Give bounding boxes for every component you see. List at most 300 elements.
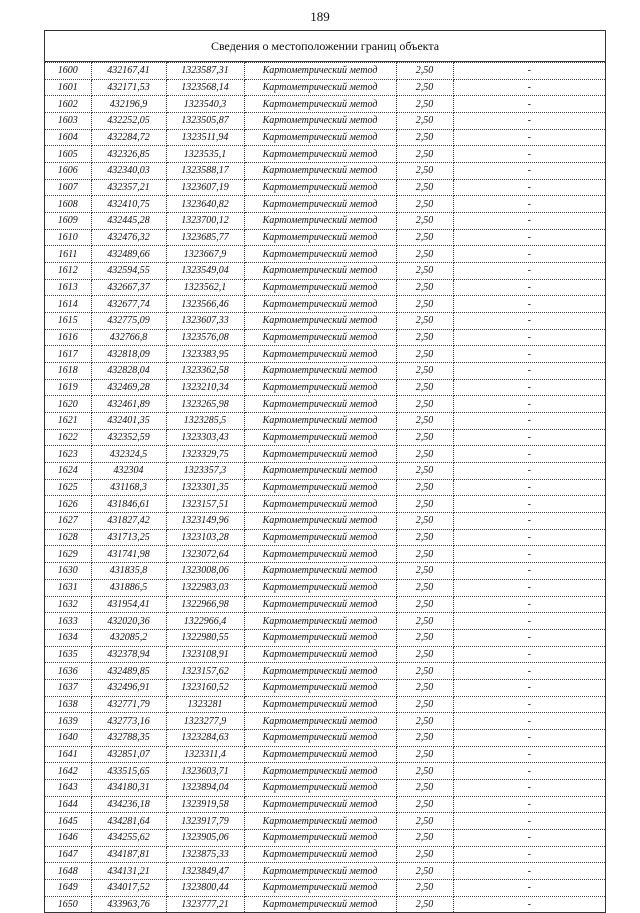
x-coordinate-cell: 433963,76 [91,896,166,912]
method-cell: Картометрический метод [244,179,396,196]
point-number-cell: 1620 [45,396,91,413]
point-number-cell: 1602 [45,96,91,113]
x-coordinate-cell: 432788,35 [91,729,166,746]
table-row [45,463,605,480]
y-coordinate-cell: 1323603,71 [166,763,244,780]
table-row [45,263,605,280]
y-coordinate-cell: 1323905,06 [166,829,244,846]
table-row [45,829,605,846]
method-cell: Картометрический метод [244,296,396,313]
accuracy-cell: 2,50 [396,429,453,446]
point-number-cell: 1640 [45,729,91,746]
point-number-cell: 1612 [45,263,91,280]
point-number-cell: 1627 [45,513,91,530]
method-cell: Картометрический метод [244,279,396,296]
x-coordinate-cell: 434131,21 [91,863,166,880]
point-number-cell: 1635 [45,646,91,663]
table-row [45,213,605,230]
table-row [45,246,605,263]
x-coordinate-cell: 432167,41 [91,63,166,80]
description-cell: - [453,496,605,513]
description-cell: - [453,413,605,430]
method-cell: Картометрический метод [244,163,396,180]
table-row [45,196,605,213]
method-cell: Картометрический метод [244,646,396,663]
x-coordinate-cell: 432594,55 [91,263,166,280]
description-cell: - [453,596,605,613]
accuracy-cell: 2,50 [396,463,453,480]
point-number-cell: 1648 [45,863,91,880]
accuracy-cell: 2,50 [396,896,453,912]
point-number-cell: 1633 [45,613,91,630]
x-coordinate-cell: 432828,04 [91,363,166,380]
table-row [45,713,605,730]
method-cell: Картометрический метод [244,96,396,113]
point-number-cell: 1626 [45,496,91,513]
table-row [45,229,605,246]
table-row [45,96,605,113]
y-coordinate-cell: 1323284,63 [166,729,244,746]
description-cell: - [453,79,605,96]
table-row [45,513,605,530]
table-row [45,746,605,763]
x-coordinate-cell: 432340,03 [91,163,166,180]
x-coordinate-cell: 432085,2 [91,629,166,646]
y-coordinate-cell: 1323919,58 [166,796,244,813]
point-number-cell: 1637 [45,679,91,696]
table-row [45,579,605,596]
y-coordinate-cell: 1323549,04 [166,263,244,280]
description-cell: - [453,563,605,580]
y-coordinate-cell: 1323849,47 [166,863,244,880]
x-coordinate-cell: 432771,79 [91,696,166,713]
x-coordinate-cell: 431886,5 [91,579,166,596]
table-row [45,863,605,880]
table-row [45,346,605,363]
accuracy-cell: 2,50 [396,496,453,513]
accuracy-cell: 2,50 [396,296,453,313]
method-cell: Картометрический метод [244,496,396,513]
description-cell: - [453,363,605,380]
table-row [45,596,605,613]
y-coordinate-cell: 1323008,06 [166,563,244,580]
y-coordinate-cell: 1323357,3 [166,463,244,480]
y-coordinate-cell: 1323329,75 [166,446,244,463]
method-cell: Картометрический метод [244,863,396,880]
point-number-cell: 1634 [45,629,91,646]
description-cell: - [453,279,605,296]
method-cell: Картометрический метод [244,146,396,163]
point-number-cell: 1643 [45,779,91,796]
table-row [45,146,605,163]
method-cell: Картометрический метод [244,129,396,146]
description-cell: - [453,329,605,346]
point-number-cell: 1622 [45,429,91,446]
point-number-cell: 1641 [45,746,91,763]
x-coordinate-cell: 432818,09 [91,346,166,363]
description-cell: - [453,796,605,813]
point-number-cell: 1649 [45,879,91,896]
point-number-cell: 1615 [45,313,91,330]
description-cell: - [453,196,605,213]
point-number-cell: 1604 [45,129,91,146]
y-coordinate-cell: 1323540,3 [166,96,244,113]
accuracy-cell: 2,50 [396,229,453,246]
table-row [45,646,605,663]
accuracy-cell: 2,50 [396,479,453,496]
description-cell: - [453,396,605,413]
y-coordinate-cell: 1323700,12 [166,213,244,230]
accuracy-cell: 2,50 [396,396,453,413]
method-cell: Картометрический метод [244,346,396,363]
x-coordinate-cell: 434017,52 [91,879,166,896]
accuracy-cell: 2,50 [396,129,453,146]
method-cell: Картометрический метод [244,596,396,613]
accuracy-cell: 2,50 [396,596,453,613]
accuracy-cell: 2,50 [396,679,453,696]
table-row [45,363,605,380]
description-cell: - [453,829,605,846]
accuracy-cell: 2,50 [396,196,453,213]
description-cell: - [453,379,605,396]
method-cell: Картометрический метод [244,763,396,780]
x-coordinate-cell: 434187,81 [91,846,166,863]
y-coordinate-cell: 1323505,87 [166,113,244,130]
accuracy-cell: 2,50 [396,613,453,630]
point-number-cell: 1609 [45,213,91,230]
accuracy-cell: 2,50 [396,663,453,680]
accuracy-cell: 2,50 [396,329,453,346]
point-number-cell: 1601 [45,79,91,96]
table-row [45,296,605,313]
description-cell: - [453,646,605,663]
x-coordinate-cell: 432496,91 [91,679,166,696]
description-cell: - [453,613,605,630]
x-coordinate-cell: 432378,94 [91,646,166,663]
y-coordinate-cell: 1323566,46 [166,296,244,313]
point-number-cell: 1623 [45,446,91,463]
accuracy-cell: 2,50 [396,263,453,280]
x-coordinate-cell: 432324,5 [91,446,166,463]
method-cell: Картометрический метод [244,629,396,646]
table-row [45,813,605,830]
method-cell: Картометрический метод [244,679,396,696]
description-cell: - [453,263,605,280]
table-row [45,413,605,430]
description-cell: - [453,229,605,246]
method-cell: Картометрический метод [244,663,396,680]
x-coordinate-cell: 432489,85 [91,663,166,680]
x-coordinate-cell: 432775,09 [91,313,166,330]
point-number-cell: 1629 [45,546,91,563]
point-number-cell: 1611 [45,246,91,263]
accuracy-cell: 2,50 [396,279,453,296]
point-number-cell: 1631 [45,579,91,596]
accuracy-cell: 2,50 [396,246,453,263]
y-coordinate-cell: 1323568,14 [166,79,244,96]
table-row [45,613,605,630]
point-number-cell: 1644 [45,796,91,813]
point-number-cell: 1606 [45,163,91,180]
y-coordinate-cell: 1323160,52 [166,679,244,696]
table-row [45,429,605,446]
x-coordinate-cell: 434180,31 [91,779,166,796]
y-coordinate-cell: 1323511,94 [166,129,244,146]
table-row [45,796,605,813]
y-coordinate-cell: 1323285,5 [166,413,244,430]
x-coordinate-cell: 431835,8 [91,563,166,580]
table-row [45,763,605,780]
x-coordinate-cell: 432851,07 [91,746,166,763]
table-row [45,696,605,713]
point-number-cell: 1616 [45,329,91,346]
x-coordinate-cell: 432766,8 [91,329,166,346]
description-cell: - [453,863,605,880]
description-cell: - [453,213,605,230]
method-cell: Картометрический метод [244,413,396,430]
y-coordinate-cell: 1322980,55 [166,629,244,646]
point-number-cell: 1605 [45,146,91,163]
accuracy-cell: 2,50 [396,179,453,196]
point-number-cell: 1639 [45,713,91,730]
accuracy-cell: 2,50 [396,646,453,663]
point-number-cell: 1646 [45,829,91,846]
method-cell: Картометрический метод [244,63,396,80]
y-coordinate-cell: 1323894,04 [166,779,244,796]
table-row [45,629,605,646]
accuracy-cell: 2,50 [396,746,453,763]
y-coordinate-cell: 1323362,58 [166,363,244,380]
x-coordinate-cell: 432357,21 [91,179,166,196]
accuracy-cell: 2,50 [396,579,453,596]
table-row [45,313,605,330]
accuracy-cell: 2,50 [396,146,453,163]
method-cell: Картометрический метод [244,813,396,830]
point-number-cell: 1632 [45,596,91,613]
table-row [45,79,605,96]
description-cell: - [453,296,605,313]
method-cell: Картометрический метод [244,613,396,630]
x-coordinate-cell: 432196,9 [91,96,166,113]
table-row [45,129,605,146]
x-coordinate-cell: 432401,35 [91,413,166,430]
point-number-cell: 1607 [45,179,91,196]
description-cell: - [453,479,605,496]
accuracy-cell: 2,50 [396,63,453,80]
accuracy-cell: 2,50 [396,446,453,463]
method-cell: Картометрический метод [244,579,396,596]
accuracy-cell: 2,50 [396,213,453,230]
x-coordinate-cell: 432171,53 [91,79,166,96]
accuracy-cell: 2,50 [396,346,453,363]
x-coordinate-cell: 432489,66 [91,246,166,263]
x-coordinate-cell: 431954,41 [91,596,166,613]
description-cell: - [453,679,605,696]
method-cell: Картометрический метод [244,846,396,863]
coordinates-table [45,62,605,912]
method-cell: Картометрический метод [244,313,396,330]
x-coordinate-cell: 431846,61 [91,496,166,513]
accuracy-cell: 2,50 [396,846,453,863]
accuracy-cell: 2,50 [396,363,453,380]
y-coordinate-cell: 1323103,28 [166,529,244,546]
method-cell: Картометрический метод [244,796,396,813]
table-row [45,163,605,180]
description-cell: - [453,429,605,446]
method-cell: Картометрический метод [244,829,396,846]
y-coordinate-cell: 1322966,4 [166,613,244,630]
y-coordinate-cell: 1323917,79 [166,813,244,830]
accuracy-cell: 2,50 [396,163,453,180]
description-cell: - [453,696,605,713]
accuracy-cell: 2,50 [396,513,453,530]
point-number-cell: 1614 [45,296,91,313]
description-cell: - [453,579,605,596]
y-coordinate-cell: 1323157,51 [166,496,244,513]
y-coordinate-cell: 1323535,1 [166,146,244,163]
description-cell: - [453,846,605,863]
table-row [45,496,605,513]
y-coordinate-cell: 1323281 [166,696,244,713]
method-cell: Картометрический метод [244,513,396,530]
description-cell: - [453,463,605,480]
accuracy-cell: 2,50 [396,96,453,113]
method-cell: Картометрический метод [244,113,396,130]
method-cell: Картометрический метод [244,429,396,446]
point-number-cell: 1636 [45,663,91,680]
y-coordinate-cell: 1323072,64 [166,546,244,563]
x-coordinate-cell: 432667,37 [91,279,166,296]
method-cell: Картометрический метод [244,363,396,380]
table-row [45,529,605,546]
accuracy-cell: 2,50 [396,779,453,796]
x-coordinate-cell: 431827,42 [91,513,166,530]
description-cell: - [453,246,605,263]
accuracy-cell: 2,50 [396,379,453,396]
table-row [45,113,605,130]
description-cell: - [453,879,605,896]
method-cell: Картометрический метод [244,479,396,496]
point-number-cell: 1638 [45,696,91,713]
y-coordinate-cell: 1323777,21 [166,896,244,912]
description-cell: - [453,629,605,646]
method-cell: Картометрический метод [244,529,396,546]
x-coordinate-cell: 431713,25 [91,529,166,546]
point-number-cell: 1624 [45,463,91,480]
point-number-cell: 1619 [45,379,91,396]
x-coordinate-cell: 432352,59 [91,429,166,446]
y-coordinate-cell: 1323607,33 [166,313,244,330]
description-cell: - [453,63,605,80]
method-cell: Картометрический метод [244,696,396,713]
table-row [45,729,605,746]
description-cell: - [453,129,605,146]
method-cell: Картометрический метод [244,463,396,480]
table-row [45,779,605,796]
description-cell: - [453,313,605,330]
y-coordinate-cell: 1323149,96 [166,513,244,530]
y-coordinate-cell: 1323576,08 [166,329,244,346]
point-number-cell: 1628 [45,529,91,546]
point-number-cell: 1621 [45,413,91,430]
accuracy-cell: 2,50 [396,796,453,813]
accuracy-cell: 2,50 [396,829,453,846]
accuracy-cell: 2,50 [396,629,453,646]
y-coordinate-cell: 1323588,17 [166,163,244,180]
x-coordinate-cell: 432461,89 [91,396,166,413]
description-cell: - [453,813,605,830]
description-cell: - [453,96,605,113]
y-coordinate-cell: 1323875,33 [166,846,244,863]
y-coordinate-cell: 1323303,43 [166,429,244,446]
table-row [45,446,605,463]
accuracy-cell: 2,50 [396,79,453,96]
table-row [45,879,605,896]
table-body [45,63,605,913]
description-cell: - [453,513,605,530]
method-cell: Картометрический метод [244,896,396,912]
y-coordinate-cell: 1323210,34 [166,379,244,396]
description-cell: - [453,713,605,730]
accuracy-cell: 2,50 [396,113,453,130]
x-coordinate-cell: 432284,72 [91,129,166,146]
x-coordinate-cell: 433515,65 [91,763,166,780]
accuracy-cell: 2,50 [396,763,453,780]
x-coordinate-cell: 432020,36 [91,613,166,630]
description-cell: - [453,746,605,763]
y-coordinate-cell: 1323301,35 [166,479,244,496]
accuracy-cell: 2,50 [396,546,453,563]
y-coordinate-cell: 1323667,9 [166,246,244,263]
y-coordinate-cell: 1323640,82 [166,196,244,213]
table-row [45,479,605,496]
description-cell: - [453,163,605,180]
description-cell: - [453,179,605,196]
x-coordinate-cell: 432476,32 [91,229,166,246]
point-number-cell: 1600 [45,63,91,80]
accuracy-cell: 2,50 [396,813,453,830]
x-coordinate-cell: 432326,85 [91,146,166,163]
table-row [45,329,605,346]
y-coordinate-cell: 1323157,62 [166,663,244,680]
method-cell: Картометрический метод [244,563,396,580]
y-coordinate-cell: 1323800,44 [166,879,244,896]
x-coordinate-cell: 431168,3 [91,479,166,496]
page-number: 189 [310,9,330,24]
y-coordinate-cell: 1323108,91 [166,646,244,663]
point-number-cell: 1650 [45,896,91,912]
description-cell: - [453,763,605,780]
x-coordinate-cell: 434255,62 [91,829,166,846]
y-coordinate-cell: 1323383,95 [166,346,244,363]
accuracy-cell: 2,50 [396,529,453,546]
point-number-cell: 1645 [45,813,91,830]
table-row [45,179,605,196]
x-coordinate-cell: 434281,64 [91,813,166,830]
description-cell: - [453,146,605,163]
method-cell: Картометрический метод [244,446,396,463]
description-cell: - [453,446,605,463]
table-row [45,679,605,696]
x-coordinate-cell: 432252,05 [91,113,166,130]
method-cell: Картометрический метод [244,713,396,730]
accuracy-cell: 2,50 [396,713,453,730]
point-number-cell: 1610 [45,229,91,246]
y-coordinate-cell: 1323277,9 [166,713,244,730]
accuracy-cell: 2,50 [396,563,453,580]
accuracy-cell: 2,50 [396,879,453,896]
method-cell: Картометрический метод [244,263,396,280]
